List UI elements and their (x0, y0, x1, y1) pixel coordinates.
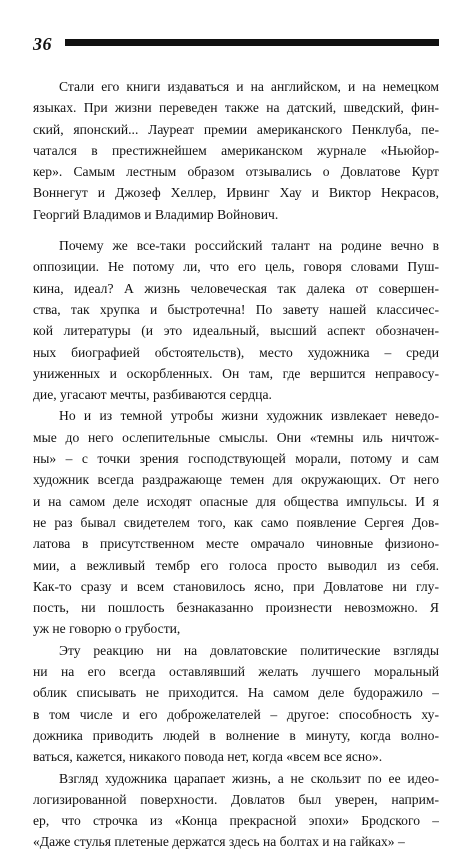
header-rule (65, 39, 439, 46)
text-line: не раз бывал свидетелем того, как само появление Сергея Дов- (33, 514, 439, 530)
text-line: Взгляд художника царапает жизнь, а не скользит по ее идео- (59, 770, 439, 786)
text-line: униженных и оскорбленных. Он там, где вершится неправосу- (33, 365, 439, 381)
text-line: в том числе и его доброжелателей – другое: способность ху- (33, 706, 439, 722)
text-line: кой литературы (и это идеальный, высший аспект обозначен- (33, 323, 439, 339)
paragraph (33, 235, 439, 405)
text-line: уж не говорю о грубости, (33, 621, 181, 637)
text-line: кина, идеал? А жизнь человеческая так далека от совершен- (33, 280, 439, 296)
text-line: мии, а вежливый тембр его голоса просто выводил из себя. (33, 557, 439, 573)
text-line: дожника приводить людей в волнение в минуту, когда волно- (33, 727, 439, 743)
text-line: облик списывать не приходится. На самом деле будоражило – (33, 685, 439, 701)
text-line: пость, ни пошлость безнаказанно произнести невозможно. Я (33, 600, 439, 616)
paragraph (33, 405, 439, 639)
text-line: Но и из темной утробы жизни художник извлекает неведо- (59, 408, 439, 424)
text-line: дие, угасают мечты, разбиваются сердца. (33, 387, 272, 403)
text-line: ский, японский... Лауреат премии американского Пенклуба, пе- (33, 121, 439, 137)
text-line: художник всегда раздражающе темен для окружающих. От него (33, 472, 439, 488)
text-line: ваться, кажется, никакого повода нет, когда «всем все ясно». (33, 749, 383, 765)
text-line: Почему же все-таки российский талант на родине вечно в (59, 238, 439, 254)
text-line: ства, так хрупка и быстротечна! По завету нашей классичес- (33, 301, 439, 317)
body-text (33, 76, 439, 853)
text-line: ных биографией обстоятельств), место художника – среди (33, 344, 439, 360)
page-number: 36 (33, 34, 52, 54)
text-line: Как-то сразу и всем становилось ясно, при Довлатове ни глу- (33, 578, 439, 594)
paragraph (33, 768, 439, 853)
page-header (33, 34, 439, 54)
text-line: языках. При жизни переведен также на датский, шведский, фин- (33, 100, 439, 116)
text-line: чатался в престижнейшем американском журнале «Ньюйор- (33, 142, 439, 158)
text-line: латова в присутственном месте омрачало чиновные физионо- (33, 536, 439, 552)
text-line: логизированной поверхности. Довлатов был уверен, наприм- (33, 791, 439, 807)
text-line: Стали его книги издаваться и на английском, и на немецком (59, 79, 439, 94)
text-line: кер». Самым лестным образом отзывались о Довлатове Курт (33, 164, 439, 180)
text-line: ни на его всегда оставлявший желать лучшего моральный (33, 664, 439, 680)
text-line: ер, что строчка из «Конца прекрасной эпохи» Бродского – (33, 813, 439, 829)
text-line: «Даже стулья плетеные держатся здесь на болтах и на гайках» – (33, 834, 405, 850)
text-line: Воннегут и Джозеф Хеллер, Ирвинг Хау и Виктор Некрасов, (33, 185, 439, 201)
text-line: оппозиции. Не потому ли, что его цель, говоря словами Пуш- (33, 259, 439, 275)
text-line: Эту реакцию ни на довлатовские политические взгляды (59, 642, 439, 658)
text-line: и на самом деле исходят опасные для общества импульсы. И я (33, 493, 439, 509)
paragraph (33, 640, 439, 768)
text-line: мые до него ослепительные смыслы. Они «темны иль ничтож- (33, 429, 439, 445)
text-line: Георгий Владимов и Владимир Войнович. (33, 206, 279, 222)
paragraph (33, 76, 439, 225)
paragraph-gap (33, 225, 439, 235)
text-line: ны» – с точки зрения господствующей морали, потому и сам (33, 451, 439, 467)
